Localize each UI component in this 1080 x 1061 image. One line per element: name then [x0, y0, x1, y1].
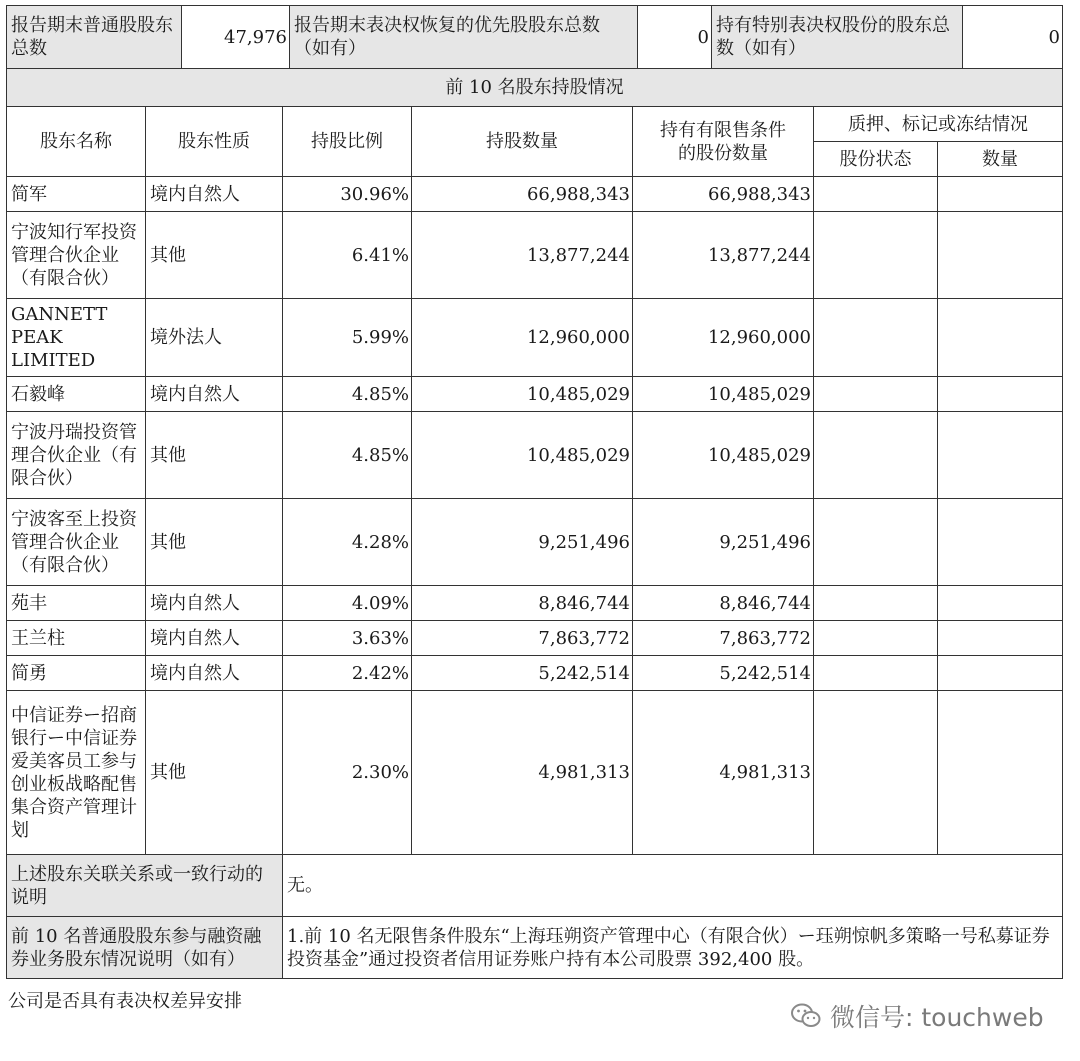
- table-row: [7, 212, 1063, 299]
- total-shareholders-label: 报告期末普通股股东总数: [7, 6, 182, 69]
- pledge-quantity-cell: [938, 656, 1063, 691]
- shareholding-ratio: 2.30%: [283, 691, 412, 855]
- restricted-quantity: 13,877,244: [633, 212, 814, 299]
- shareholding-ratio: 4.09%: [283, 586, 412, 621]
- margin-trading-label: 前 10 名普通股股东参与融资融券业务股东情况说明（如有）: [7, 917, 283, 979]
- shareholder-nature: 境内自然人: [146, 177, 283, 212]
- shareholder-name: 宁波知行军投资管理合伙企业（有限合伙）: [7, 212, 146, 299]
- pledge-status-cell: [814, 412, 938, 499]
- restricted-quantity: 10,485,029: [633, 412, 814, 499]
- shareholder-name: 简勇: [7, 656, 146, 691]
- shareholder-name: 宁波客至上投资管理合伙企业（有限合伙）: [7, 499, 146, 586]
- header-ratio: 持股比例: [283, 107, 412, 177]
- pledge-status-cell: [814, 621, 938, 656]
- pledge-quantity-cell: [938, 499, 1063, 586]
- restricted-quantity: 8,846,744: [633, 586, 814, 621]
- shareholder-name: 简军: [7, 177, 146, 212]
- shareholder-nature: 其他: [146, 499, 283, 586]
- shareholding-quantity: 12,960,000: [412, 299, 633, 377]
- shareholding-quantity: 13,877,244: [412, 212, 633, 299]
- shareholder-name: 中信证券ー招商银行ー中信证券爱美客员工参与创业板战略配售集合资产管理计划: [7, 691, 146, 855]
- shareholding-ratio: 4.28%: [283, 499, 412, 586]
- restricted-quantity: 9,251,496: [633, 499, 814, 586]
- shareholding-ratio: 5.99%: [283, 299, 412, 377]
- header-restricted: 持有有限售条件的股份数量: [633, 107, 814, 177]
- pledge-status-cell: [814, 212, 938, 299]
- shareholder-nature: 境外法人: [146, 299, 283, 377]
- table-row: [7, 621, 1063, 656]
- pledge-quantity-cell: [938, 212, 1063, 299]
- pledge-status-cell: [814, 586, 938, 621]
- shareholder-name: GANNETT PEAK LIMITED: [7, 299, 146, 377]
- wechat-watermark: [790, 998, 1044, 1034]
- special-voting-label: 持有特别表决权股份的股东总数（如有）: [712, 6, 963, 69]
- pledge-quantity-cell: [938, 586, 1063, 621]
- header-pledge-group: 质押、标记或冻结情况: [814, 107, 1063, 142]
- pledge-status-cell: [814, 499, 938, 586]
- shareholder-nature: 境内自然人: [146, 656, 283, 691]
- voting-rights-question: 公司是否具有表决权差异安排: [8, 991, 242, 1012]
- shareholder-nature: 其他: [146, 212, 283, 299]
- pledge-status-cell: [814, 177, 938, 212]
- shareholder-name: 苑丰: [7, 586, 146, 621]
- table-row: [7, 177, 1063, 212]
- pledge-quantity-cell: [938, 177, 1063, 212]
- pledge-status-cell: [814, 691, 938, 855]
- special-voting-value: 0: [963, 6, 1063, 69]
- watermark-text: 微信号: touchweb: [830, 1003, 1044, 1032]
- table-row: [7, 586, 1063, 621]
- shareholder-nature: 境内自然人: [146, 586, 283, 621]
- relation-value: 无。: [283, 855, 1063, 917]
- restricted-quantity: 4,981,313: [633, 691, 814, 855]
- pledge-quantity-cell: [938, 299, 1063, 377]
- shareholding-ratio: 4.85%: [283, 377, 412, 412]
- header-pledge-status: 股份状态: [814, 142, 938, 177]
- restricted-quantity: 12,960,000: [633, 299, 814, 377]
- shareholding-quantity: 7,863,772: [412, 621, 633, 656]
- shareholding-ratio: 30.96%: [283, 177, 412, 212]
- restricted-quantity: 7,863,772: [633, 621, 814, 656]
- shareholder-nature: 其他: [146, 412, 283, 499]
- relation-label: 上述股东关联关系或一致行动的说明: [7, 855, 283, 917]
- table-row: [7, 412, 1063, 499]
- shareholding-ratio: 6.41%: [283, 212, 412, 299]
- shareholder-nature: 境内自然人: [146, 621, 283, 656]
- header-nature: 股东性质: [146, 107, 283, 177]
- summary-table: [6, 5, 1063, 69]
- total-shareholders-value: 47,976: [182, 6, 290, 69]
- shareholding-quantity: 8,846,744: [412, 586, 633, 621]
- shareholding-quantity: 10,485,029: [412, 377, 633, 412]
- restricted-quantity: 66,988,343: [633, 177, 814, 212]
- table-row: [7, 499, 1063, 586]
- shareholding-quantity: 10,485,029: [412, 412, 633, 499]
- header-name: 股东名称: [7, 107, 146, 177]
- table-row: [7, 377, 1063, 412]
- shareholder-name: 宁波丹瑞投资管理合伙企业（有限合伙）: [7, 412, 146, 499]
- table-row: [7, 299, 1063, 377]
- pledge-status-cell: [814, 377, 938, 412]
- shareholding-ratio: 3.63%: [283, 621, 412, 656]
- shareholder-name: 王兰柱: [7, 621, 146, 656]
- shareholding-quantity: 5,242,514: [412, 656, 633, 691]
- pledge-quantity-cell: [938, 412, 1063, 499]
- shareholding-ratio: 4.85%: [283, 412, 412, 499]
- shareholder-nature: 境内自然人: [146, 377, 283, 412]
- shareholding-quantity: 66,988,343: [412, 177, 633, 212]
- shareholder-nature: 其他: [146, 691, 283, 855]
- preferred-shareholders-label: 报告期末表决权恢复的优先股股东总数（如有）: [290, 6, 638, 69]
- header-quantity: 持股数量: [412, 107, 633, 177]
- shareholding-ratio: 2.42%: [283, 656, 412, 691]
- pledge-quantity-cell: [938, 621, 1063, 656]
- top10-shareholders-table: [6, 68, 1063, 979]
- pledge-status-cell: [814, 656, 938, 691]
- shareholding-quantity: 9,251,496: [412, 499, 633, 586]
- table-row: [7, 691, 1063, 855]
- pledge-quantity-cell: [938, 691, 1063, 855]
- restricted-quantity: 5,242,514: [633, 656, 814, 691]
- header-pledge-quantity: 数量: [938, 142, 1063, 177]
- table-row: [7, 656, 1063, 691]
- table-title: 前 10 名股东持股情况: [7, 69, 1063, 107]
- pledge-quantity-cell: [938, 377, 1063, 412]
- restricted-quantity: 10,485,029: [633, 377, 814, 412]
- preferred-shareholders-value: 0: [638, 6, 712, 69]
- shareholder-name: 石毅峰: [7, 377, 146, 412]
- wechat-icon: [790, 1002, 822, 1030]
- pledge-status-cell: [814, 299, 938, 377]
- margin-trading-value: 1.前 10 名无限售条件股东“上海珏朔资产管理中心（有限合伙）ー珏朔惊帆多策略一号私募证券投资基金”通过投资者信用证券账户持有本公司股票 392,400 股。: [283, 917, 1063, 979]
- shareholding-quantity: 4,981,313: [412, 691, 633, 855]
